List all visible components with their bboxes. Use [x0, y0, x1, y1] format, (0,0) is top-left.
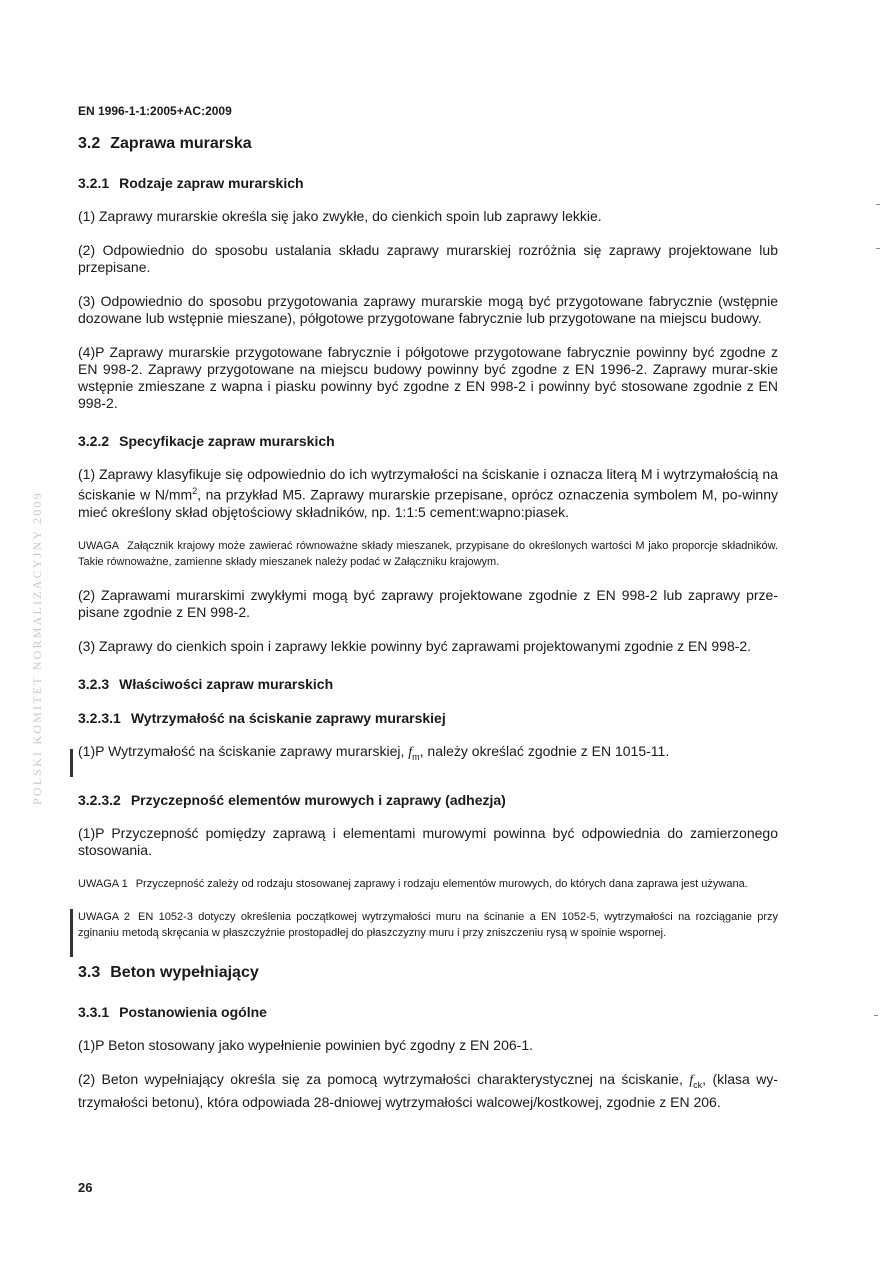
paragraph: (1) Zaprawy murarskie określa się jako zwykłe, do cienkich spoin lub zaprawy lekkie. — [78, 208, 602, 224]
paragraph: (1)P Beton stosowany jako wypełnienie powinien być zgodny z EN 206-1. — [78, 1037, 533, 1054]
section-number: 3.2.3.1 — [78, 709, 121, 726]
standard-header: EN 1996-1-1:2005+AC:2009 — [78, 104, 232, 118]
watermark — [24, 455, 52, 815]
section-number: 3.2.3.2 — [78, 792, 121, 809]
paragraph: (3) Zaprawy do cienkich spoin i zaprawy lekkie powinny być zaprawami projektowanymi zgodnie z EN 998-2. — [78, 637, 752, 654]
section-3-3-heading — [78, 963, 778, 983]
section-3-3-1-heading — [78, 1003, 778, 1021]
note-label: UWAGA — [78, 539, 120, 552]
note — [78, 909, 778, 941]
subscript: ck — [693, 1080, 703, 1091]
section-number: 3.3 — [78, 964, 101, 982]
subscript: m — [412, 751, 420, 762]
paragraph: (1)P Przyczepność pomiędzy zaprawą i elementami murowymi powinna być odpowiednia do zamierzonego stosowania. — [78, 825, 778, 859]
paragraph-text: (2) Beton wypełniający określa się za pomocą wytrzymałości charakterystycznej na ściskanie, — [78, 1071, 690, 1088]
margin-tick — [874, 1015, 878, 1016]
note-label: UWAGA 1 — [78, 878, 128, 891]
change-bar — [70, 909, 73, 957]
paragraph: (4)P Zaprawy murarskie przygotowane fabrycznie i półgotowe przygotowane fabrycznie powinny być zgodne z EN 998-2. Zaprawy przygotowane na miejscu budowy powinny być zgodne z EN 1996-2. Zaprawy murar-skie wstępnie zmieszane z wapna i piasku powinny być zgodne z EN 998-2 i powinny być stosowane zgodnie z EN 998-2. — [78, 344, 778, 411]
section-number: 3.3.1 — [78, 1004, 110, 1021]
symbol: f — [689, 1073, 694, 1089]
change-bar — [70, 749, 73, 777]
note-text: Załącznik krajowy może zawierać równoważne składy mieszanek, przypisane do określonych wartości M jako proporcje składników. Takie równoważne, zamienne składy mieszanek należy podać w Załączniku krajowym. — [78, 539, 778, 568]
section-title: Właściwości zapraw murarskich — [119, 675, 334, 692]
section-number: 3.2.3 — [78, 675, 110, 692]
note-text: Przyczepność zależy od rodzaju stosowanej zaprawy i rodzaju elementów murowych, do których dana zaprawa jest używana. — [135, 878, 748, 891]
section-title: Zaprawa murarska — [110, 135, 252, 152]
symbol: f — [408, 744, 413, 760]
paragraph-text: , (klasa wy-trzymałości betonu), która odpowiada 28-dniowej wytrzymałości walcowej/kostkowej, zgodnie z EN 206. — [78, 1071, 778, 1111]
paragraph — [78, 1071, 778, 1111]
section-3-2-3-1-heading — [78, 709, 778, 727]
section-title: Postanowienia ogólne — [119, 1004, 267, 1021]
paragraph-text: (1)P Wytrzymałość na ściskanie zaprawy murarskiej, — [78, 742, 409, 759]
section-number: 3.2.1 — [78, 175, 110, 191]
paragraph-text: , na przykład M5. Zaprawy murarskie przepisane, oprócz oznaczenia symbolem M, po-winny mieć określony skład objętościowy składników, np. 1:1:5 cement:wapno:piasek. — [78, 486, 778, 520]
section-title: Wytrzymałość na ściskanie zaprawy murarskiej — [130, 709, 446, 726]
section-title: Rodzaje zapraw murarskich — [119, 175, 304, 191]
page-number: 26 — [78, 1180, 93, 1195]
note-text: EN 1052-3 dotyczy określenia początkowej wytrzymałości muru na ścinanie a EN 1052-5, wytrzymałości na rozciąganie przy zginaniu metodą skręcania w płaszczyźnie prostopadłej do płaszczyzny muru i przy zniszczeniu rysą w spoinie wspornej. — [78, 911, 779, 940]
section-3-2-3-2-heading — [78, 791, 778, 809]
section-3-2-3-heading — [78, 675, 778, 693]
paragraph: (2) Zaprawami murarskimi zwykłymi mogą być zaprawy projektowane zgodnie z EN 998-2 lub zaprawy prze-pisane zgodnie z EN 998-2. — [78, 586, 778, 620]
note — [78, 538, 778, 570]
section-3-2-1-heading — [78, 174, 778, 192]
paragraph — [78, 743, 778, 766]
section-number: 3.2 — [78, 135, 101, 152]
paragraph-text: (1) Zaprawy klasyfikuje się odpowiednio do ich wytrzymałości na ściskanie i oznacza literą M i wytrzymałością na ściskanie w N/mm — [78, 466, 778, 503]
section-3-2-heading — [78, 134, 778, 154]
section-title: Beton wypełniający — [110, 964, 259, 982]
watermark-text: POLSKI KOMITET NORMALIZACYJNY 2009 — [30, 491, 44, 805]
section-3-2-2-heading — [78, 432, 778, 450]
marked-paragraph — [78, 743, 778, 766]
note-label: UWAGA 2 — [78, 911, 130, 924]
paragraph-text: , należy określać zgodnie z EN 1015-11. — [419, 742, 670, 759]
page-content — [78, 134, 778, 1128]
margin-tick — [876, 248, 880, 249]
paragraph — [78, 466, 778, 521]
section-title: Specyfikacje zapraw murarskich — [119, 433, 335, 449]
paragraph: (2) Odpowiednio do sposobu ustalania składu zaprawy murarskiej rozróżnia się zaprawy projektowane lub przepisane. — [78, 242, 778, 275]
section-title: Przyczepność elementów murowych i zaprawy (adhezja) — [130, 792, 506, 809]
note — [78, 876, 778, 892]
superscript: 2 — [192, 486, 198, 496]
margin-tick — [876, 204, 880, 205]
paragraph: (3) Odpowiednio do sposobu przygotowania zaprawy murarskie mogą być przygotowane fabrycznie (wstępnie dozowane lub wstępnie mieszane), półgotowe przygotowane fabrycznie lub przygotowane na miejscu budowy. — [78, 293, 778, 326]
section-number: 3.2.2 — [78, 433, 110, 449]
